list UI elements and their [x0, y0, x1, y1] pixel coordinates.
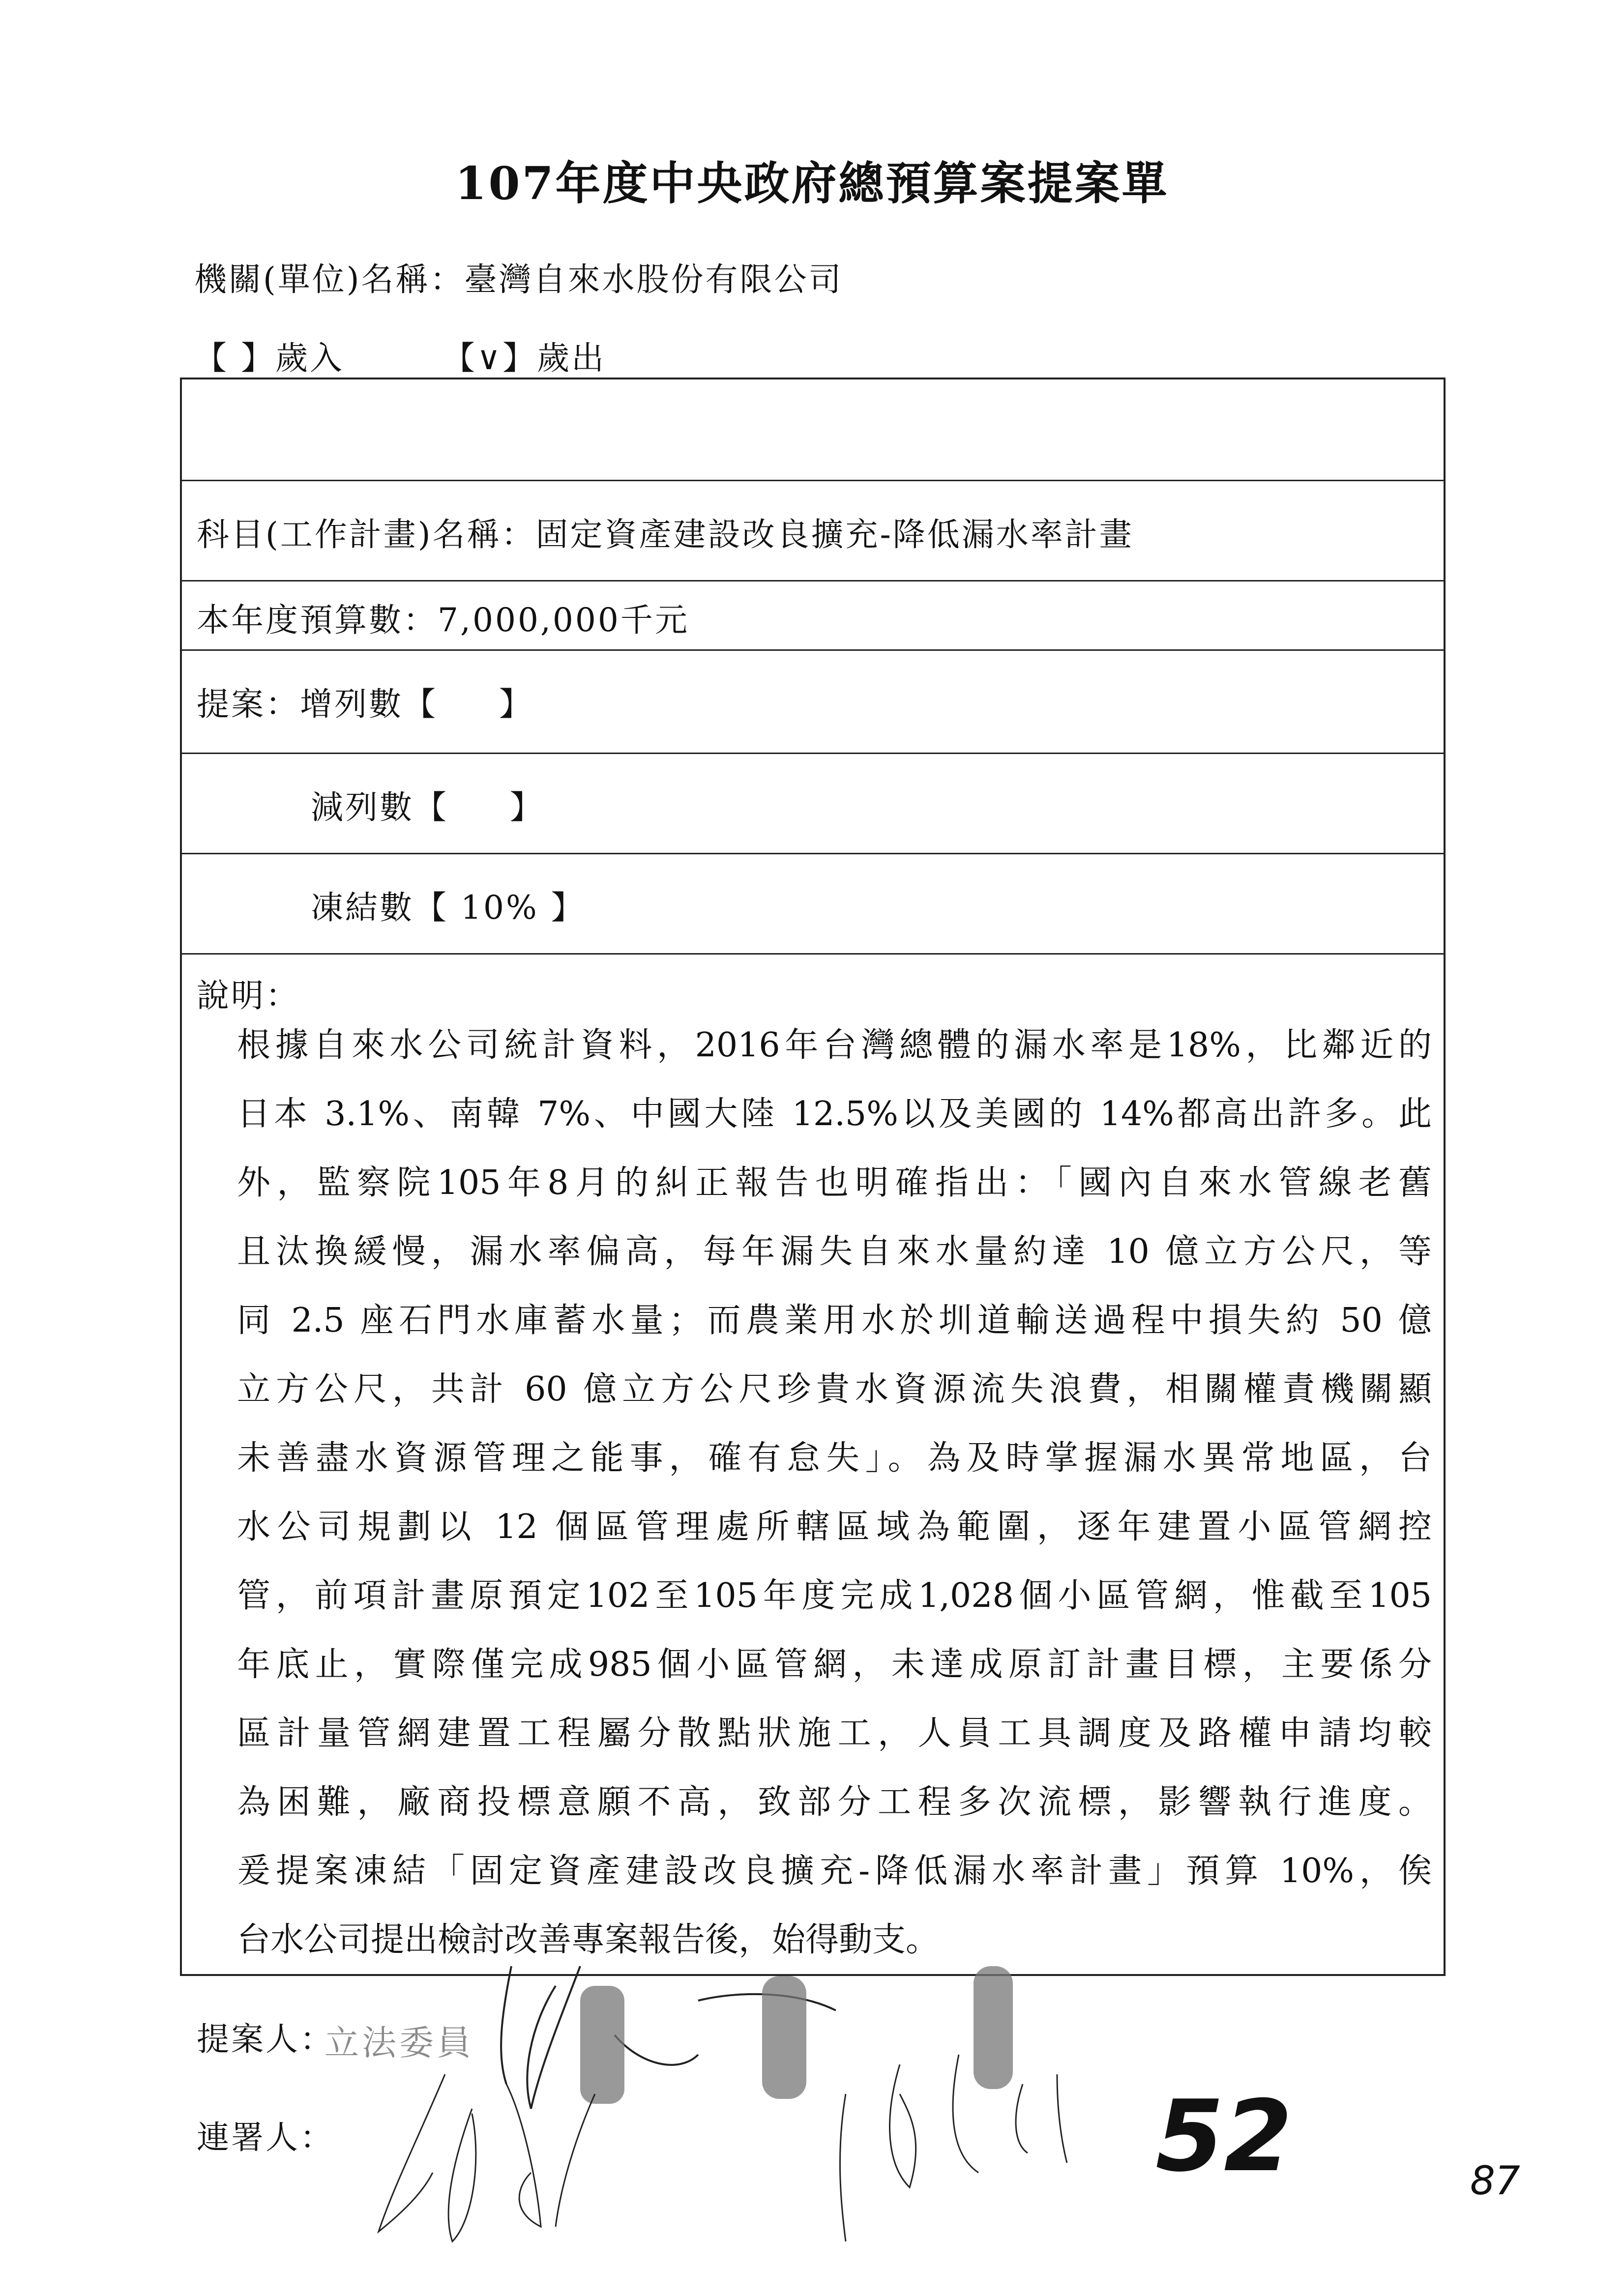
- explanation-line: 水公司規劃以 12 個區管理處所轄區域為範圍，逐年建置小區管網控: [237, 1508, 1432, 1546]
- increase-text: 提案：增列數【 】: [197, 685, 533, 723]
- explanation-line: 未善盡水資源管理之能事，確有怠失」。為及時掌握漏水異常地區，台: [237, 1439, 1432, 1478]
- subject-text: 科目(工作計畫)名稱：固定資產建設改良擴充-降低漏水率計畫: [197, 516, 1134, 553]
- cosigner-signature-1: [379, 2074, 595, 2241]
- explanation-line: 為困難，廠商投標意願不高，致部分工程多次流標，影響執行進度。: [237, 1783, 1432, 1822]
- explanation-line: 區計量管網建置工程屬分散點狀施工，人員工具調度及路權申請均較: [237, 1714, 1432, 1753]
- explanation-line: 同 2.5 座石門水庫蓄水量；而農業用水於圳道輸送過程中損失約 50 億: [237, 1301, 1432, 1340]
- explanation-line: 爰提案凍結「固定資產建設改良擴充-降低漏水率計畫」預算 10%，俟: [237, 1852, 1432, 1890]
- explanation-line: 日本 3.1%、南韓 7%、中國大陸 12.5%以及美國的 14%都高出許多。此: [237, 1095, 1432, 1133]
- expense-option: 【∨】歲出: [442, 339, 606, 377]
- explanation-label: 說明：: [197, 977, 300, 1015]
- explanation-line: 台水公司提出檢討改善專案報告後，始得動支。: [237, 1920, 940, 1959]
- explanation-line: 且汰換緩慢，漏水率偏高，每年漏失自來水量約達 10 億立方公尺，等: [237, 1232, 1432, 1271]
- explanation-line: 外，監察院105年8月的糾正報告也明確指出：「國內自來水管線老舊: [237, 1163, 1432, 1202]
- explanation-line: 立方公尺，共計 60 億立方公尺珍貴水資源流失浪費，相關權責機關顯: [237, 1370, 1432, 1409]
- proposer-title: 立法委員: [325, 2023, 474, 2063]
- handwritten-number: 52: [1155, 2079, 1293, 2194]
- cosigner-label: 連署人：: [197, 2119, 334, 2156]
- explanation-line: 根據自來水公司統計資料，2016年台灣總體的漏水率是18%，比鄰近的: [237, 1026, 1432, 1065]
- explanation-line: 年底止，實際僅完成985個小區管網，未達成原訂計畫目標，主要係分: [237, 1645, 1432, 1684]
- budget-text: 本年度預算數：7,000,000千元: [197, 601, 689, 639]
- revenue-option: 【 】歲入: [194, 339, 344, 377]
- proposer-label: 提案人：: [197, 2020, 334, 2058]
- page-title: 107年度中央政府總預算案提案單: [455, 157, 1169, 210]
- page-number: 87: [1470, 2158, 1520, 2204]
- cosigner-signature-2: [840, 2055, 1067, 2241]
- agency-name: 機關(單位)名稱：臺灣自來水股份有限公司: [194, 261, 843, 298]
- explanation-line: 管，前項計畫原預定102至105年度完成1,028個小區管網，惟截至105: [237, 1576, 1432, 1615]
- freeze-text: 凍結數【 10% 】: [311, 889, 586, 927]
- proposer-stamp: [580, 1966, 1013, 2104]
- decrease-text: 減列數【 】: [311, 788, 544, 826]
